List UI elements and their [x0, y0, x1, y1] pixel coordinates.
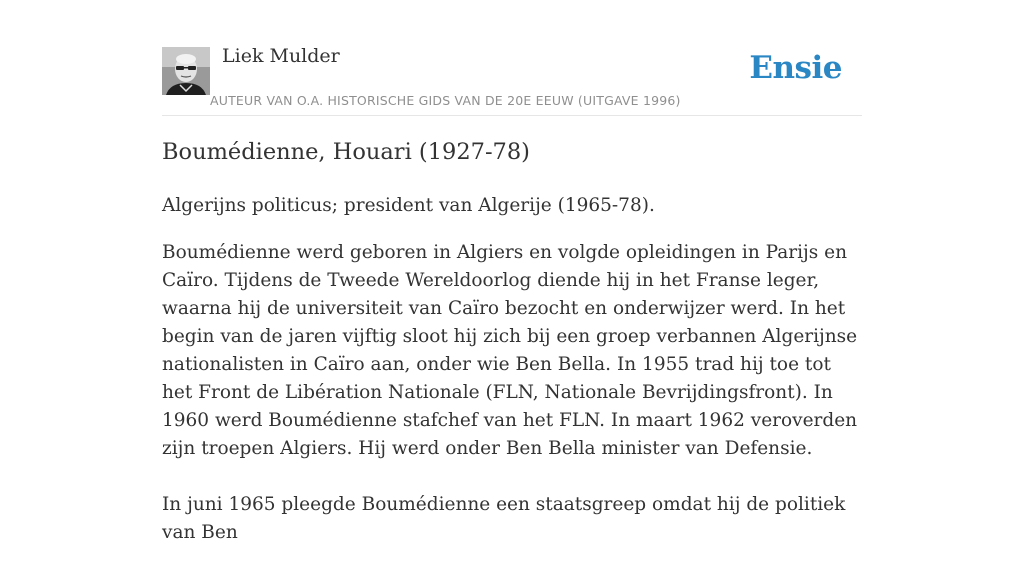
- author-avatar[interactable]: [162, 47, 210, 95]
- article-body: [162, 192, 862, 566]
- author-bio: AUTEUR VAN O.A. HISTORISCHE GIDS VAN DE 20E EEUW (UITGAVE 1996): [210, 93, 681, 108]
- article-title: Boumédienne, Houari (1927-78): [162, 139, 530, 165]
- ensie-logo-link[interactable]: Ensie: [749, 50, 842, 86]
- article-container: [162, 0, 862, 543]
- person-icon: [162, 47, 210, 95]
- author-name-link[interactable]: Liek Mulder: [222, 45, 340, 67]
- article-paragraph: In juni 1965 pleegde Boumédienne een staatsgreep omdat hij de politiek van Ben: [162, 494, 846, 543]
- article-paragraph: Boumédienne werd geboren in Algiers en volgde opleidingen in Parijs en Caïro. Tijdens de Tweede Wereldoorlog diende hij in het Franse leger, waarna hij de universiteit van Caïro bezocht en onderwijzer werd. In het begin van de jaren vijftig sloot hij zich bij een groep verbannen Algerijnse nationalisten in Caïro aan, onder wie Ben Bella. In 1955 trad hij toe tot het Front de Libération Nationale (FLN, Nationale Bevrijdingsfront). In 1960 werd Boumédienne stafchef van het FLN. In maart 1962 veroverden zijn troepen Algiers. Hij werd onder Ben Bella minister van Defensie.: [162, 242, 858, 459]
- article-summary: Algerijns politicus; president van Algerije (1965-78).: [162, 195, 655, 216]
- author-header: [162, 0, 862, 116]
